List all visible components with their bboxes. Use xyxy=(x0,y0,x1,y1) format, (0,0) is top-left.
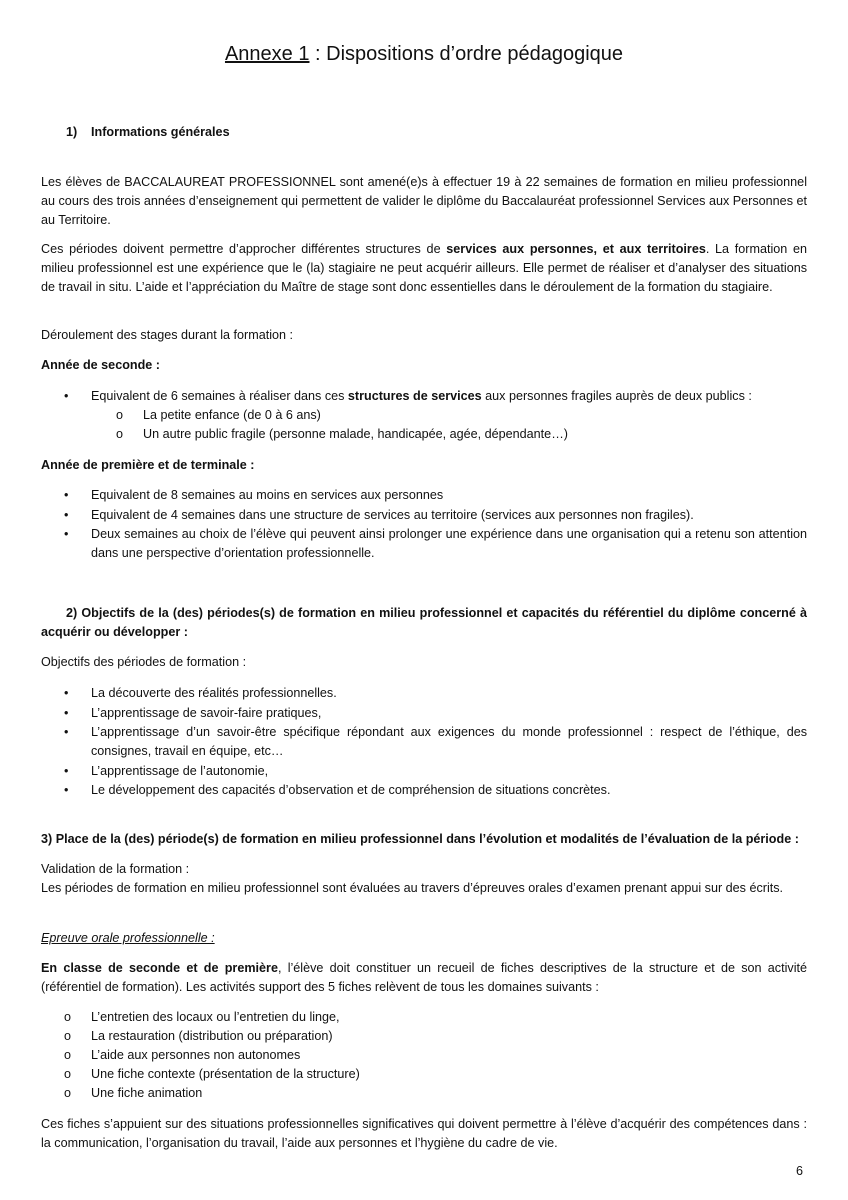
premiere-heading: Année de première et de terminale : xyxy=(41,458,255,472)
sub-bullet-mark: o xyxy=(64,1010,72,1024)
seconde-sub-item: Un autre public fragile (personne malade, handicapée, agée, dépendante…) xyxy=(143,427,568,441)
objective-bullet: Le développement des capacités d’observation et de compréhension de situations concrètes. xyxy=(91,783,611,797)
page-title xyxy=(0,40,848,68)
section1-paragraph-3: Déroulement des stages durant la formation : xyxy=(41,328,294,342)
premiere-bullet: Deux semaines au choix de l’élève qui peuvent ainsi prolonger une expérience dans une organisation qui a retenu son attention dans une perspective d’orientation professionnelle. xyxy=(91,527,807,560)
section1-paragraph-2 xyxy=(41,240,807,297)
premiere-bullet: Equivalent de 8 semaines au moins en services aux personnes xyxy=(91,488,444,502)
p2-text-a: Ces périodes doivent permettre d’approcher différentes structures de xyxy=(41,242,447,256)
domain-item: Une fiche contexte (présentation de la structure) xyxy=(91,1067,360,1081)
seconde-bullet xyxy=(91,387,807,406)
section2-intro: Objectifs des périodes de formation : xyxy=(41,655,247,669)
title-text: : Dispositions d’ordre pédagogique xyxy=(309,43,624,65)
bullet-mark: • xyxy=(64,686,69,700)
domain-item: L’aide aux personnes non autonomes xyxy=(91,1048,301,1062)
sub-bullet-mark: o xyxy=(64,1048,72,1062)
seconde-bullet-c: aux personnes fragiles auprès de deux publics : xyxy=(481,389,752,403)
validation-label: Validation de la formation : xyxy=(41,862,190,876)
bullet-mark: • xyxy=(64,706,69,720)
sub-bullet-mark: o xyxy=(64,1029,72,1043)
sub-bullet-mark: o xyxy=(64,1067,72,1081)
seconde-heading: Année de seconde : xyxy=(41,358,160,372)
closing-paragraph: Ces fiches s’appuient sur des situations professionnelles significatives qui doivent permettre à l’élève d’acquérir des compétences dans : la communication, l’organisation du travail, l’aide aux personnes et l’hygiène du cadre de vie. xyxy=(41,1117,807,1150)
bullet-mark: • xyxy=(64,783,69,797)
objective-bullet: L’apprentissage de l’autonomie, xyxy=(91,764,269,778)
domain-item: L’entretien des locaux ou l’entretien du linge, xyxy=(91,1010,340,1024)
seconde-bullet-bold: structures de services xyxy=(347,389,482,403)
classe-bold: En classe de seconde et de première xyxy=(41,961,278,975)
bullet-mark: • xyxy=(64,508,69,522)
validation-text: Les périodes de formation en milieu professionnel sont évaluées au travers d’épreuves orales d’examen prenant appui sur des écrits. xyxy=(41,881,784,895)
bullet-mark: • xyxy=(64,389,69,403)
bullet-mark: • xyxy=(64,764,69,778)
objective-bullet: L’apprentissage d’un savoir-être spécifique répondant aux exigences du monde professionnel : respect de l’éthique, des consignes, travail en équipe, etc… xyxy=(91,725,807,758)
section3-heading: 3) Place de la (des) période(s) de formation en milieu professionnel dans l’évolution et modalités de l’évaluation de la période : xyxy=(41,832,799,846)
section1-heading: Informations générales xyxy=(91,125,230,139)
section1-paragraph-1: Les élèves de BACCALAUREAT PROFESSIONNEL sont amené(e)s à effectuer 19 à 22 semaines de formation en milieu professionnel au cours des trois années d’enseignement qui permettent de valider le diplôme du Baccalauréat professionnel Services aux Personnes et au Territoire. xyxy=(41,175,807,227)
sub-bullet-mark: o xyxy=(116,408,124,422)
domain-item: La restauration (distribution ou préparation) xyxy=(91,1029,333,1043)
premiere-bullet: Equivalent de 4 semaines dans une structure de services au territoire (services aux personnes non fragiles). xyxy=(91,508,694,522)
classe-rest: , l’élève doit constituer un recueil de fiches descriptives de la structure et de son activité (référentiel de formation). Les activités support des 5 fiches relèvent de tous les domaines suivants : xyxy=(41,961,807,994)
page-number: 6 xyxy=(796,1164,804,1178)
classe-paragraph xyxy=(41,959,807,997)
title-annex-label: Annexe 1 xyxy=(224,43,310,65)
section2-heading: 2) Objectifs de la (des) périodes(s) de formation en milieu professionnel et capacités du référentiel du diplôme concerné à acquérir ou développer : xyxy=(41,606,807,639)
objective-bullet: L’apprentissage de savoir-faire pratiques, xyxy=(91,706,322,720)
bullet-mark: • xyxy=(64,527,69,541)
objective-bullet: La découverte des réalités professionnelles. xyxy=(91,686,337,700)
seconde-bullet-a: Equivalent de 6 semaines à réaliser dans ces xyxy=(91,389,348,403)
bullet-mark: • xyxy=(64,725,69,739)
epreuve-heading xyxy=(41,929,807,948)
p2-text-bold: services aux personnes, et aux territoires xyxy=(446,242,706,256)
epreuve-label: Epreuve orale professionnelle : xyxy=(41,931,215,945)
seconde-sub-item: La petite enfance (de 0 à 6 ans) xyxy=(143,408,321,422)
domain-item: Une fiche animation xyxy=(91,1086,203,1100)
section1-number: 1) xyxy=(66,125,78,139)
sub-bullet-mark: o xyxy=(116,427,124,441)
sub-bullet-mark: o xyxy=(64,1086,72,1100)
bullet-mark: • xyxy=(64,488,69,502)
p2-text-c: . La formation en milieu professionnel est une expérience que le (la) stagiaire ne peut acquérir ailleurs. Elle permet de réaliser et d’analyser des situations de travail in situ. L’aide et l’appréciation du Maître de stage sont donc essentielles dans le déroulement de la formation du stagiaire. xyxy=(41,242,807,294)
